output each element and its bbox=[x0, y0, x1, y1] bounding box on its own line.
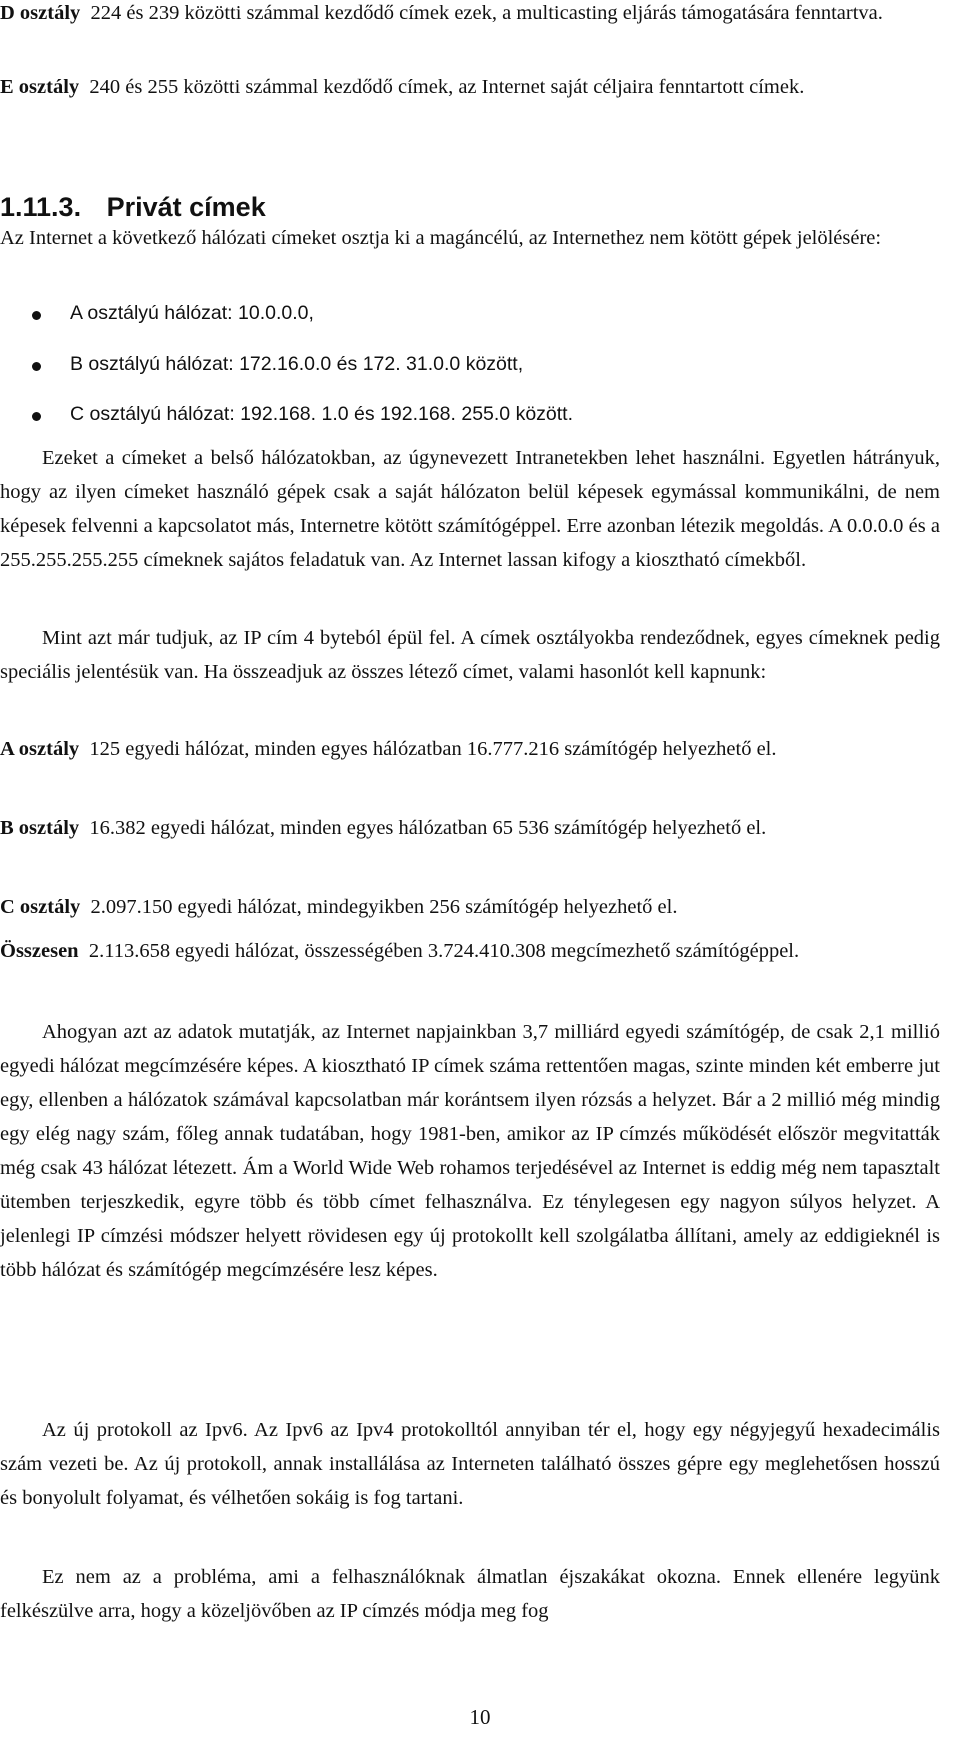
section-number: 1.11.3. bbox=[0, 192, 82, 222]
summary-text: 16.382 egyedi hálózat, minden egyes hálózatban 65 536 számítógép helyezhető el. bbox=[89, 817, 767, 839]
class-d-text: 224 és 239 közötti számmal kezdődő címek ezek, a multicasting eljárás támogatására fenntartva. bbox=[90, 2, 883, 24]
bullet-dot-icon bbox=[32, 362, 41, 371]
bullet-text: B osztályú hálózat: 172.16.0.0 és 172. 31.0.0 között, bbox=[70, 353, 524, 375]
page-number: 10 bbox=[469, 1705, 491, 1729]
paragraph-address-space: Ahogyan azt az adatok mutatják, az Internet napjainkban 3,7 milliárd egyedi számítógép, de csak 2,1 millió egyedi hálózat megcímzésére képes. A kiosztható IP címek száma rettentően magas, szinte minden két emberre jut egy, ellenben a hálózatok számával kapcsolatban már korántsem ilyen rózsás a helyzet. Bár a 2 millió még mindig egy elég nagy szám, főleg annak tudatában, hogy 1981-ben, amikor az IP címzés működését először megvitatták még csak 43 hálózat létezett. Ám a World Wide Web rohamos terjedésével az Internet is eddig még nem tapasztalt ütemben terjeszkedik, egyre több és több címet felhasználva. Ez ténylegesen egy nagyon súlyos helyzet. A jelenlegi IP címzési módszer helyett rövidesen egy új protokollt kell szolgálatba állítani, amely az eddigieknél is több hálózat és számítógép megcímzésére lesz képes. bbox=[0, 1021, 940, 1281]
section-heading bbox=[0, 190, 266, 224]
summary-class-a bbox=[0, 732, 960, 766]
class-d-term: D osztály bbox=[0, 2, 81, 24]
summary-text: 125 egyedi hálózat, minden egyes hálózatban 16.777.216 számítógép helyezhető el. bbox=[89, 738, 777, 760]
summary-term: B osztály bbox=[0, 817, 80, 839]
summary-term: Összesen bbox=[0, 940, 79, 962]
summary-term: C osztály bbox=[0, 896, 81, 918]
class-e-text: 240 és 255 közötti számmal kezdődő címek, az Internet saját céljaira fenntartott címek. bbox=[89, 76, 805, 98]
paragraph-ipv6: Az új protokoll az Ipv6. Az Ipv6 az Ipv4 protokolltól annyiban tér el, hogy egy négyjegyű hexadecimális szám vezeti be. Az új protokoll, annak installálása az Interneten található összes gépre egy meglehetősen hosszú és bonyolult folyamat, és vélhetően sokáig is fog tartani. bbox=[0, 1419, 940, 1509]
summary-total bbox=[0, 934, 960, 968]
summary-text: 2.097.150 egyedi hálózat, mindegyikben 256 számítógép helyezhető el. bbox=[90, 896, 678, 918]
bullet-text: C osztályú hálózat: 192.168. 1.0 és 192.168. 255.0 között. bbox=[70, 403, 574, 425]
paragraph-closing: Ez nem az a probléma, ami a felhasználóknak álmatlan éjszakákat okozna. Ennek ellenére legyünk felkészülve arra, hogy a közeljövőben az IP címzés módja meg fog bbox=[0, 1566, 940, 1622]
class-d-entry bbox=[0, 0, 960, 30]
bullet-text: A osztályú hálózat: 10.0.0.0, bbox=[70, 302, 314, 324]
class-e-entry bbox=[0, 70, 960, 104]
summary-class-b bbox=[0, 811, 960, 845]
class-e-term: E osztály bbox=[0, 76, 80, 98]
intro-paragraph: Az Internet a következő hálózati címeket osztja ki a magáncélú, az Internethez nem kötött gépek jelölésére: bbox=[0, 227, 882, 249]
summary-term: A osztály bbox=[0, 738, 80, 760]
paragraph-ip-classes: Mint azt már tudjuk, az IP cím 4 byteból épül fel. A címek osztályokba rendeződnek, egyes címeknek pedig speciális jelentésük van. Ha összeadjuk az összes létező címet, valami hasonlót kell kapnunk: bbox=[0, 627, 940, 683]
section-title: Privát címek bbox=[106, 192, 266, 222]
summary-class-c bbox=[0, 890, 960, 924]
bullet-dot-icon bbox=[32, 311, 41, 320]
paragraph-intranet: Ezeket a címeket a belső hálózatokban, az úgynevezett Intranetekben lehet használni. Egyetlen hátrányuk, hogy az ilyen címeket használó gépek csak a saját hálózaton belül képesek egymással kommunikálni, de nem képesek felvenni a kapcsolatot más, Internetre kötött számítógéppel. Erre azonban létezik megoldás. A 0.0.0.0 és a 255.255.255.255 címeknek sajátos feladatuk van. Az Internet lassan kifogy a kiosztható címekből. bbox=[0, 447, 940, 571]
bullet-dot-icon bbox=[32, 412, 41, 421]
summary-text: 2.113.658 egyedi hálózat, összességében 3.724.410.308 megcímezhető számítógéppel. bbox=[88, 940, 800, 962]
